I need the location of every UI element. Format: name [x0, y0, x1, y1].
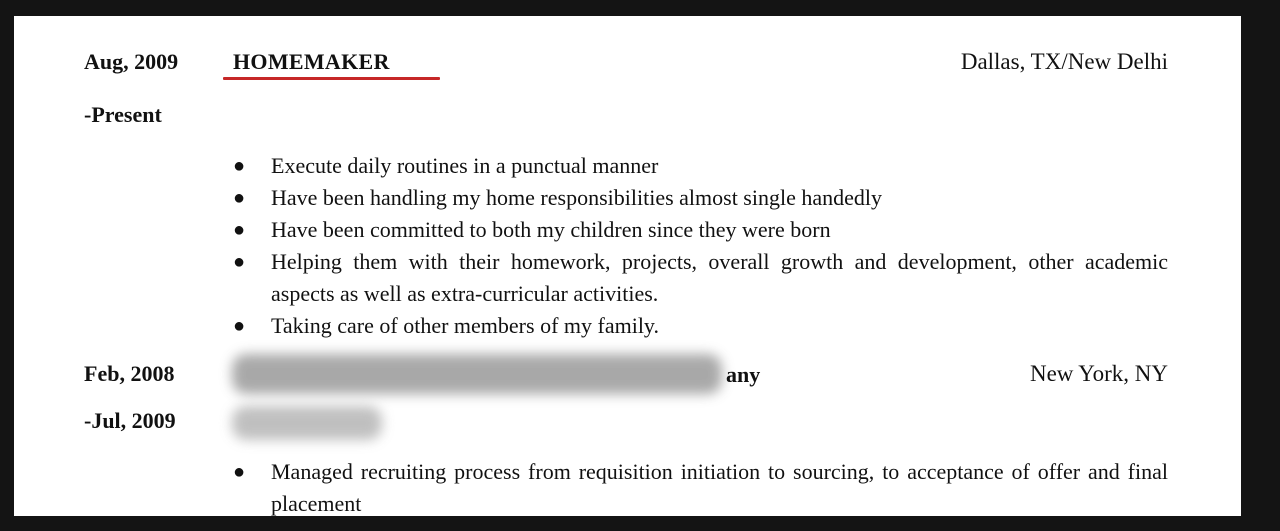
bullet-text: Managed recruiting process from requisition initiation to sourcing, to acceptance of offer and final placement: [271, 459, 1168, 516]
bullet-text: Execute daily routines in a punctual manner: [271, 153, 659, 178]
bullet-dot-icon: ●: [233, 187, 246, 209]
entry-2-date-end: -Jul, 2009: [84, 408, 176, 433]
bullet-dot-icon: ●: [233, 315, 246, 337]
entry-2-title-suffix: any: [726, 362, 761, 387]
bullet-dot-icon: ●: [233, 155, 246, 177]
entry-1-date-end: -Present: [84, 102, 162, 127]
list-item: [233, 456, 1168, 516]
list-item: [233, 214, 1168, 246]
list-item: [233, 246, 1168, 310]
redacted-job-role: [232, 406, 382, 440]
bullet-dot-icon: ●: [233, 251, 246, 273]
entry-2-location: New York, NY: [1029, 361, 1168, 386]
entry-2-bullet-list: [233, 456, 1168, 516]
bullet-text: Have been handling my home responsibilities almost single handedly: [271, 185, 882, 210]
list-item: [233, 182, 1168, 214]
bullet-text: Taking care of other members of my family.: [271, 313, 660, 338]
entry-1-bullet-list: [233, 150, 1168, 342]
list-item: [233, 310, 1168, 342]
bullet-text: Have been committed to both my children since they were born: [271, 217, 831, 242]
title-highlight-underline: [223, 77, 440, 80]
redacted-employer-name: [232, 354, 722, 394]
entry-1-date-start: Aug, 2009: [84, 49, 179, 74]
entry-1-location: Dallas, TX/New Delhi: [960, 49, 1168, 74]
bullet-text: Helping them with their homework, projects, overall growth and development, other academic aspects as well as extra-curricular activities.: [271, 249, 1168, 306]
list-item: [233, 150, 1168, 182]
resume-page: [14, 16, 1241, 516]
entry-1-job-title: HOMEMAKER: [233, 49, 390, 74]
entry-2-date-start: Feb, 2008: [84, 361, 175, 386]
bullet-dot-icon: ●: [233, 219, 246, 241]
bullet-dot-icon: ●: [233, 461, 246, 483]
